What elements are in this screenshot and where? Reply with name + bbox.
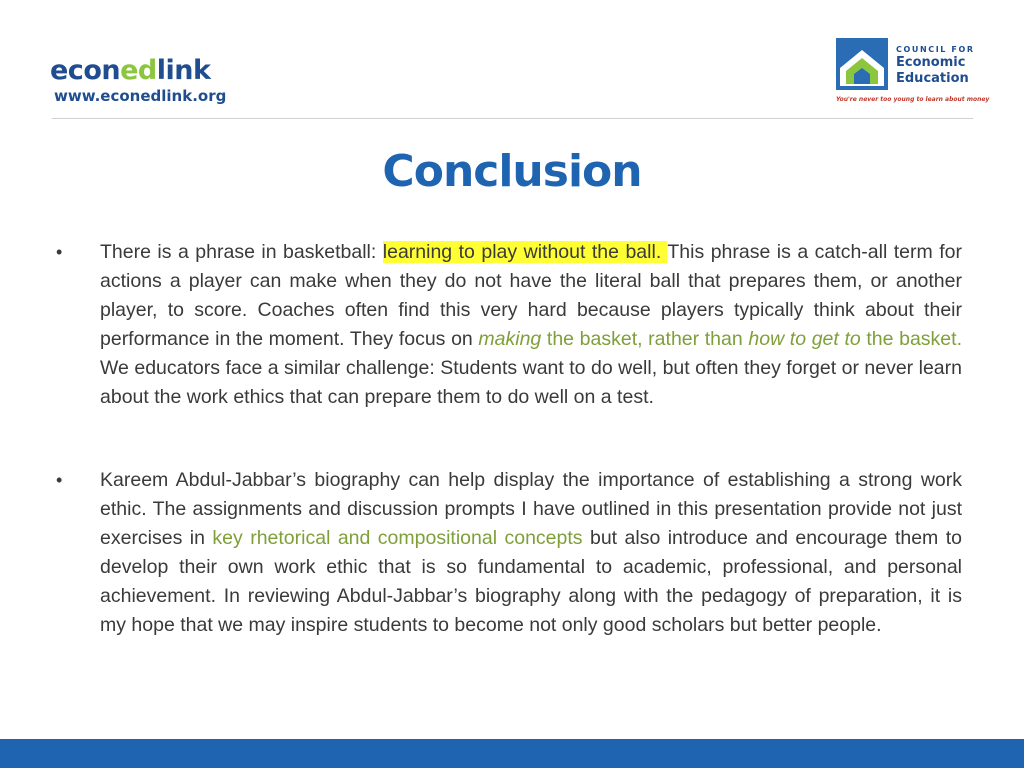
bullet-item-2: • Kareem Abdul-Jabbar’s biography can help display the importance of establishing a strong work ethic. The assignments and discussion prompts I have outlined in this presentation provide not just exercises in key rhetorical and compositional concepts but also introduce and encourage them to develop their own work ethic that is so fundamental to academic, professional, and personal achievement. In reviewing Abdul-Jabbar’s biography along with the pedagogy of preparation, it is my hope that we may inspire students to become not only good scholars but better people. [100,466,962,640]
green-phrase: making the basket, rather than how to get to the basket. [478,328,962,350]
econedlink-url: www.econedlink.org [54,87,227,105]
econedlink-logo [50,56,226,106]
footer-bar [0,739,1024,768]
council-for-economic-education-logo [836,38,990,108]
econedlink-wordmark: econedlink [50,55,211,86]
upward-arrow-house-icon [836,38,888,90]
cee-wordmark: COUNCIL FOR Economic Education [896,45,975,86]
slide-title: Conclusion [382,146,642,197]
header-divider [52,118,973,119]
bullet-item-1: • There is a phrase in basketball: learning to play without the ball. This phrase is a catch-all term for actions a player can make when they do not have the literal ball that prepares them, or another player, to score. Coaches often find this very hard because players typically think about their performance in the moment. They focus on making the basket, rather than how to get to the basket. We educators face a similar challenge: Students want to do well, but often they forget or never learn about the work ethics that can prepare them to do well on a test. [100,238,962,412]
green-phrase: key rhetorical and compositional concepts [212,527,583,549]
bullet-marker: • [56,470,63,490]
highlighted-phrase: learning to play without the ball. [382,241,668,263]
cee-tagline: You're never too young to learn about money [836,96,990,103]
bullet-marker: • [56,242,63,262]
